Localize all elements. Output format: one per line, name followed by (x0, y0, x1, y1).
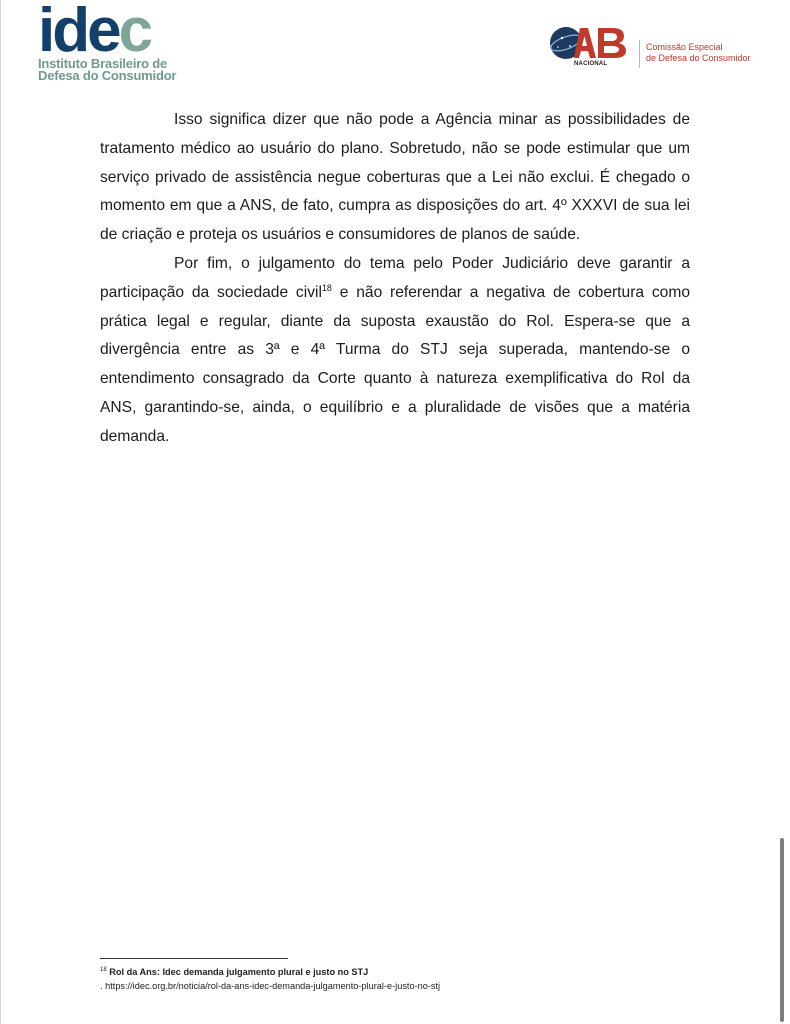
oab-commission-line1: Comissão Especial (646, 42, 723, 52)
body-paragraph-2 (100, 250, 690, 452)
footnote (100, 965, 700, 993)
idec-subtitle-line2: Defesa do Consumidor (38, 68, 177, 83)
paragraph-2-text-start: Por fim, o julgamento do tema pelo Poder Judiciário deve garantir a participação da sociedade civil (100, 254, 690, 301)
oab-commission-line2: de Defesa do Consumidor (646, 53, 751, 63)
idec-letter-d: d (52, 0, 88, 65)
oab-commission-text (646, 42, 751, 64)
oab-nacional-label: NACIONAL (574, 61, 608, 67)
footnote-title: Rol da Ans: Idec demanda julgamento plural e justo no STJ (109, 967, 369, 977)
document-body (100, 106, 690, 452)
idec-subtitle-line1: Instituto Brasileiro de (38, 56, 168, 71)
footnote-url[interactable]: . https://idec.org.br/noticia/rol-da-ans-idec-demanda-julgamento-plural-e-justo-no-stj (100, 981, 441, 991)
idec-letter-i: i (38, 0, 53, 65)
footnote-reference[interactable]: 18 (321, 282, 332, 293)
idec-logo (38, 0, 178, 83)
footnote-title-line (100, 965, 700, 979)
footnote-separator (100, 958, 288, 959)
page-edge (0, 0, 1, 1024)
oab-logo (548, 24, 751, 74)
oab-divider (639, 40, 640, 68)
scrollbar-thumb[interactable] (780, 838, 784, 1022)
idec-letter-e: e (87, 0, 119, 65)
footnote-number: 18 (100, 966, 107, 973)
body-paragraph-1: Isso significa dizer que não pode a Agência minar as possibilidades de tratamento médico ao usuário do plano. Sobretudo, não se pode estimular que um serviço privado de assistência negue coberturas que a Lei não exclui. É chegado o momento em que a ANS, de fato, cumpra as disposições do art. 4º XXXVI de sua lei de criação e proteja os usuários e consumidores de planos de saúde. (100, 111, 690, 244)
idec-letter-c: c (118, 0, 151, 65)
paragraph-2-text-end: e não referendar a negativa de cobertura como prática legal e regular, diante da suposta exaustão do Rol. Espera-se que a divergência entre as 3ª e 4ª Turma do STJ seja superada, mantendo-se o entendimento consagrado da Corte quanto à natureza exemplificativa do Rol da ANS, garantindo-se, ainda, o equilíbrio e a pluralidade de visões que a matéria demanda. (100, 283, 690, 445)
